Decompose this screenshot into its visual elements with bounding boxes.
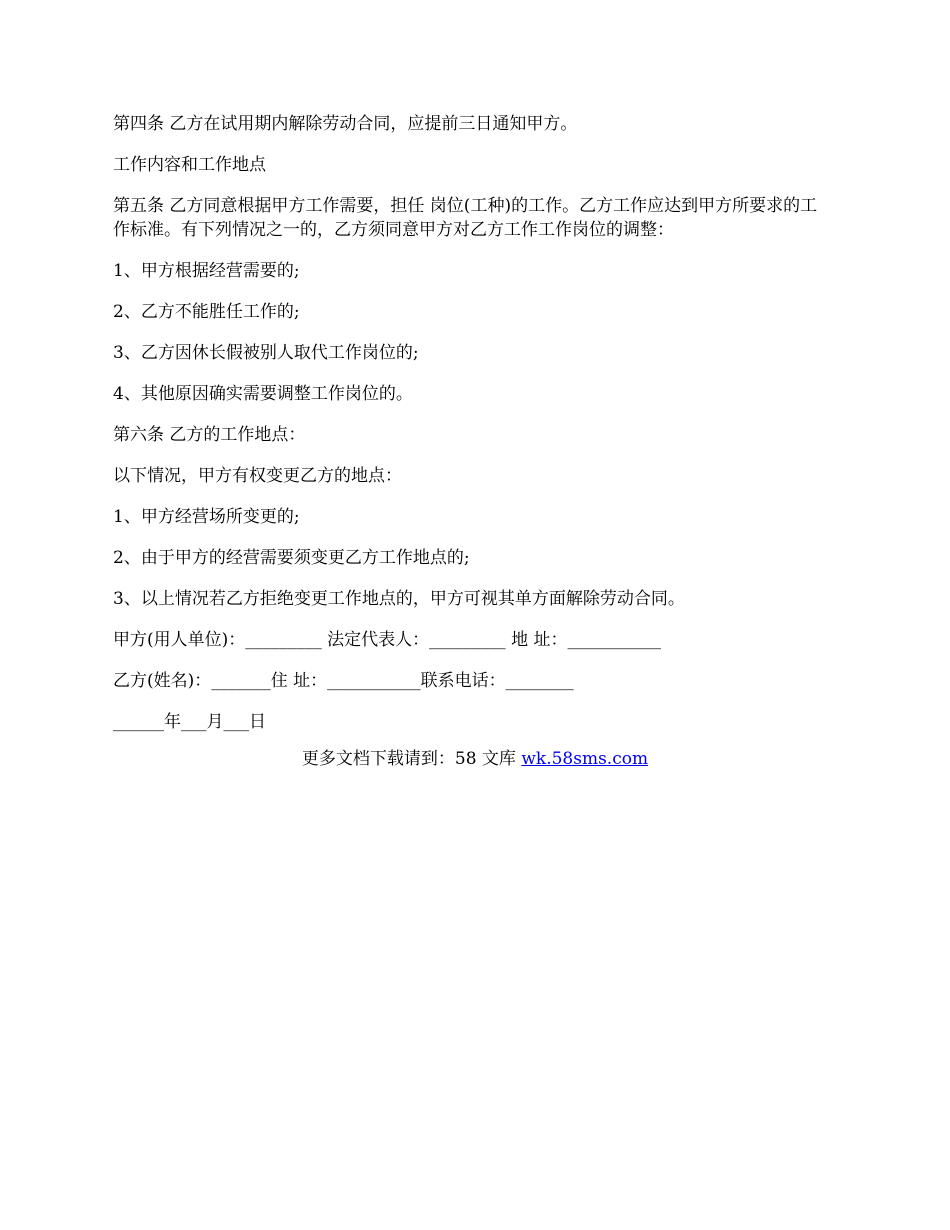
document-body [113, 112, 831, 751]
footer-link[interactable]: wk.58sms.com [521, 749, 649, 769]
list-item: 1、甲方经营场所变更的; [113, 507, 300, 527]
list-item: 1、甲方根据经营需要的; [113, 261, 300, 281]
party-a-signature-line: 甲方(用人单位)：_________ 法定代表人：_________ 地 址：___________ [113, 630, 661, 650]
list-item: 2、由于甲方的经营需要须变更乙方工作地点的; [113, 548, 470, 568]
party-b-signature-line: 乙方(姓名)：_______住 址：___________联系电话：________ [113, 671, 574, 691]
conditions-intro-paragraph: 以下情况，甲方有权变更乙方的地点： [113, 466, 402, 486]
list-item: 3、以上情况若乙方拒绝变更工作地点的，甲方可视其单方面解除劳动合同。 [113, 589, 685, 609]
download-footer [0, 747, 950, 771]
list-item: 2、乙方不能胜任工作的; [113, 302, 300, 322]
section-heading-work-content-location: 工作内容和工作地点 [113, 155, 266, 175]
list-item: 3、乙方因休长假被别人取代工作岗位的; [113, 343, 419, 363]
list-item: 4、其他原因确实需要调整工作岗位的。 [113, 384, 413, 404]
article-6-paragraph: 第六条 乙方的工作地点： [113, 425, 306, 445]
date-line: ______年___月___日 [113, 712, 266, 732]
footer-text: 更多文档下载请到：58 文库 [301, 749, 522, 769]
article-4-paragraph: 第四条 乙方在试用期内解除劳动合同，应提前三日通知甲方。 [113, 114, 578, 134]
article-5-paragraph: 第五条 乙方同意根据甲方工作需要，担任 岗位(工种)的工作。乙方工作应达到甲方所要求的工作标准。有下列情况之一的，乙方须同意甲方对乙方工作工作岗位的调整： [113, 196, 818, 240]
